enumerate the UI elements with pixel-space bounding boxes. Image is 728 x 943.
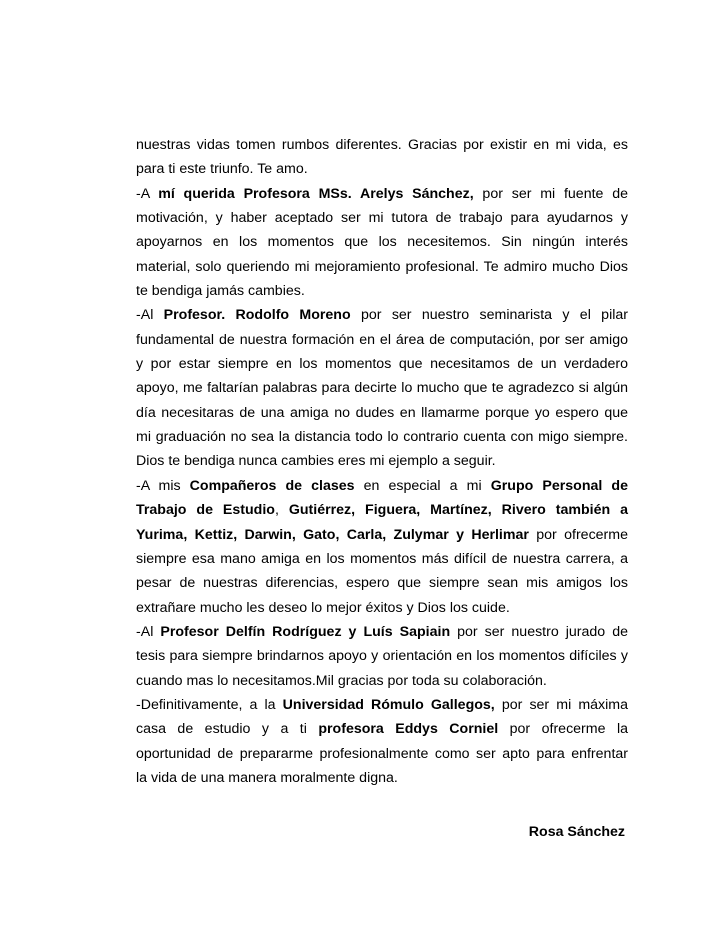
text-line	[136, 596, 628, 620]
text-line	[136, 303, 628, 327]
text-run: Dios te bendiga nunca cambies eres mi ejemplo a seguir.	[136, 453, 496, 470]
text-line	[136, 766, 628, 790]
text-run: siempre esa mano amiga en los momentos más difícil de nuestra carrera, a	[136, 550, 628, 567]
text-run: cuando mas lo necesitamos.Mil gracias por toda su colaboración.	[136, 672, 547, 689]
text-run: -Al	[136, 623, 161, 640]
bold-text-run: Gutiérrez, Figuera, Martínez, Rivero también a	[288, 502, 628, 519]
text-run: por ofrecerme	[528, 526, 628, 543]
text-line	[136, 157, 628, 181]
text-line	[136, 742, 628, 766]
text-run: casa de estudio y a ti	[136, 721, 319, 738]
text-run: mi graduación no sea la distancia todo lo contrario cuenta con migo siempre.	[136, 429, 628, 446]
text-run: te bendiga jamás cambies.	[136, 283, 305, 300]
text-line	[136, 230, 628, 254]
text-run: ,	[274, 502, 289, 519]
bold-text-run: Compañeros de clases	[189, 477, 355, 494]
text-run: -Al	[136, 307, 164, 324]
text-line	[136, 717, 628, 741]
text-run: por ser nuestro seminarista y el pilar	[350, 307, 628, 324]
text-line	[136, 449, 628, 473]
bold-text-run: Profesor Delfín Rodríguez y Luís Sapiain	[160, 623, 451, 640]
text-run: motivación, y haber aceptado ser mi tutora de trabajo para ayudarnos y	[136, 210, 628, 227]
text-run: apoyarnos en los momentos que los necesitemos. Sin ningún interés	[136, 234, 628, 251]
text-run: la vida de una manera moralmente digna.	[136, 769, 398, 786]
bold-text-run: mí querida Profesora MSs. Arelys Sánchez,	[158, 185, 474, 202]
text-run: tesis para siempre brindarnos apoyo y orientación en los momentos difíciles y	[136, 648, 628, 665]
text-run: nuestras vidas tomen rumbos diferentes. Gracias por existir en mi vida, es	[136, 137, 628, 153]
text-line	[136, 547, 628, 571]
text-run: oportunidad de prepararme profesionalmente como ser apto para enfrentar	[136, 745, 628, 762]
text-run: extrañare mucho les deseo lo mejor éxitos y Dios los cuide.	[136, 599, 510, 616]
text-run: -A	[136, 185, 159, 202]
bold-text-run: Trabajo de Estudio	[136, 502, 275, 519]
bold-text-run: Profesor. Rodolfo Moreno	[163, 307, 351, 324]
text-run: pesar de nuestras diferencias, espero que siempre sean mis amigos los	[136, 575, 628, 592]
text-run: y por estar siempre en los momentos que necesitamos de un verdadero	[136, 356, 628, 373]
text-run: por ofrecerme la	[498, 721, 628, 738]
text-run: por ser mi máxima	[494, 696, 628, 713]
text-run: por ser mi fuente de	[473, 185, 628, 202]
text-line	[136, 206, 628, 230]
text-line	[136, 328, 628, 352]
text-run: -A mis	[136, 477, 190, 494]
acknowledgements-body	[136, 133, 628, 790]
text-line	[136, 352, 628, 376]
text-line	[136, 279, 628, 303]
text-run: fundamental de nuestra formación en el área de computación, por ser amigo	[136, 331, 628, 348]
text-line	[136, 620, 628, 644]
text-line	[136, 255, 628, 279]
text-run: día necesitaras de una amiga no dudes en llamarme porque yo espero que	[136, 404, 628, 421]
text-line	[136, 644, 628, 668]
text-run: apoyo, me faltarían palabras para decirte lo mucho que te agradezco si algún	[136, 380, 628, 397]
text-line	[136, 425, 628, 449]
text-line	[136, 693, 628, 717]
text-line	[136, 182, 628, 206]
text-line	[136, 376, 628, 400]
text-line	[136, 669, 628, 693]
text-run: en especial a mi	[354, 477, 491, 494]
text-line	[136, 498, 628, 522]
text-run: -Definitivamente, a la	[136, 696, 283, 713]
text-line	[136, 474, 628, 498]
bold-text-run: Yurima, Kettiz, Darwin, Gato, Carla, Zulymar y Herlimar	[136, 526, 529, 543]
text-run: por ser nuestro jurado de	[450, 623, 629, 640]
text-line	[136, 133, 628, 157]
text-run: material, solo queriendo mi mejoramiento profesional. Te admiro mucho Dios	[136, 258, 628, 275]
text-line	[136, 523, 628, 547]
text-run: para ti este triunfo. Te amo.	[136, 161, 308, 178]
text-line	[136, 571, 628, 595]
signature: Rosa Sánchez	[528, 824, 625, 840]
bold-text-run: profesora Eddys Corniel	[318, 721, 499, 738]
text-line	[136, 401, 628, 425]
bold-text-run: Universidad Rómulo Gallegos,	[282, 696, 495, 713]
bold-text-run: Grupo Personal de	[490, 477, 628, 494]
